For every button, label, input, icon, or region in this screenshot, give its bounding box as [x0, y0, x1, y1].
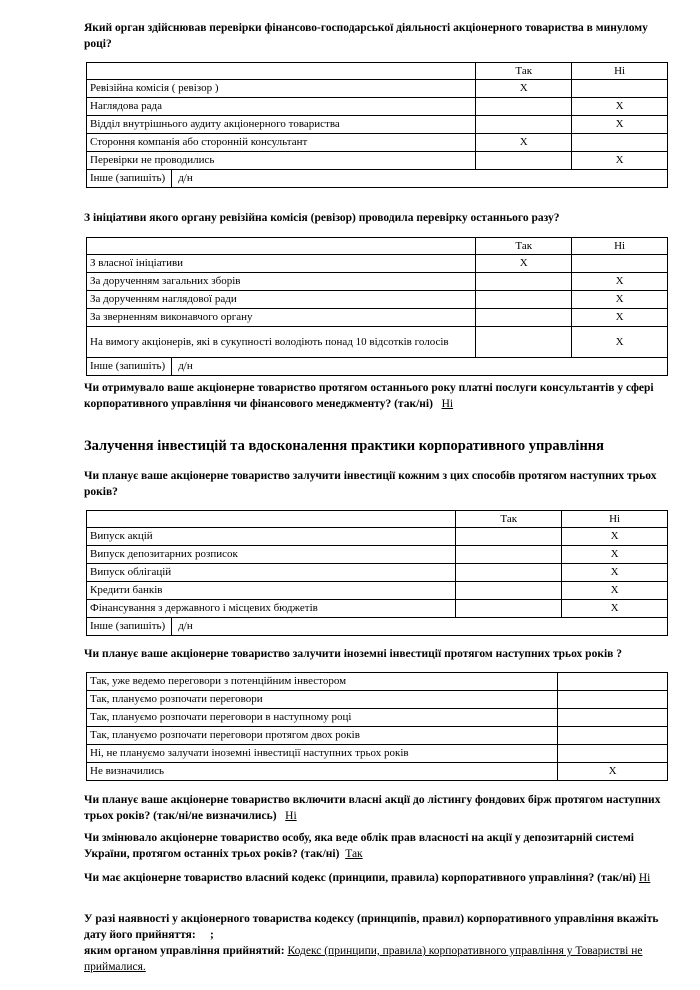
other-value[interactable]: д/н — [178, 360, 193, 372]
table-row: Ревізійна комісія ( ревізор ) X — [87, 80, 668, 98]
table-row: Ні, не плануємо залучати іноземні інвестиції наступних трьох років — [87, 745, 668, 763]
question-foreign-investment: Чи планує ваше акціонерне товариство залучити іноземні інвестиції протягом наступних трьох років ? — [84, 648, 622, 660]
table-row-other — [87, 618, 668, 636]
other-label: Інше (запишіть) — [87, 618, 172, 635]
table-row: З власної ініціативи X — [87, 255, 668, 273]
other-label: Інше (запишіть) — [87, 170, 172, 187]
table-row: За зверненням виконавчого органу X — [87, 309, 668, 327]
table-row: Відділ внутрішнього аудиту акціонерного товариства X — [87, 116, 668, 134]
table-row: Так, плануємо розпочати переговори — [87, 691, 668, 709]
table-row: Так, плануємо розпочати переговори протягом двох років — [87, 727, 668, 745]
header-yes: Так — [476, 238, 572, 255]
table-row: На вимогу акціонерів, які в сукупності володіють понад 10 відсотків голосів X — [87, 327, 668, 358]
table-foreign-investment — [86, 672, 668, 781]
header-yes: Так — [476, 63, 572, 80]
answer-consultants[interactable]: Ні — [441, 398, 454, 410]
table-investment-methods — [86, 510, 668, 636]
table-header-row — [87, 511, 668, 528]
table-row: За дорученням наглядової ради X — [87, 291, 668, 309]
table-auditing-body — [86, 62, 668, 188]
table-row: Не визначились X — [87, 763, 668, 781]
table-row: Так, плануємо розпочати переговори в наступному році — [87, 709, 668, 727]
table-row: Випуск депозитарних розписок X — [87, 546, 668, 564]
header-no: Ні — [572, 238, 668, 255]
table-row: Перевірки не проводились X — [87, 152, 668, 170]
table-row: Кредити банків X — [87, 582, 668, 600]
table-row: Фінансування з державного і місцевих бюджетів X — [87, 600, 668, 618]
table-row: Випуск облігацій X — [87, 564, 668, 582]
table-row-other — [87, 170, 668, 188]
question-governance-code: Чи має акціонерне товариство власний кодекс (принципи, правила) корпоративного управління? (так/ні) Ні — [84, 872, 651, 884]
header-no: Ні — [572, 63, 668, 80]
table-row: Стороння компанія або сторонній консультант X — [87, 134, 668, 152]
answer-listing[interactable]: Ні — [285, 810, 297, 822]
question-investment-methods: Чи планує ваше акціонерне товариство залучити інвестиції кожним з цих способів протягом наступних трьох років? — [84, 470, 657, 498]
question-code-adoption: У разі наявності у акціонерного товариства кодексу (принципів, правил) корпоративного управління вкажіть дату його прийняття: ; яким органом управління прийнятий: Кодекс (принципи, правила) корпоративного управління у Товаристві не приймалися. — [84, 913, 659, 973]
table-audit-initiative — [86, 237, 668, 376]
other-value[interactable]: д/н — [178, 620, 193, 632]
table-row-other — [87, 358, 668, 376]
answer-governance-code[interactable]: Ні — [638, 872, 651, 884]
table-row: Наглядова рада X — [87, 98, 668, 116]
question-auditing-body: Який орган здійснював перевірки фінансово-господарської діяльності акціонерного товариства в минулому році? — [84, 22, 648, 50]
table-row: За дорученням загальних зборів X — [87, 273, 668, 291]
table-header-row — [87, 238, 668, 255]
question-consultants: Чи отримувало ваше акціонерне товариство протягом останнього року платні послуги консультантів у сфері корпоративного управління чи фінансового менеджменту? (так/ні) Ні — [84, 382, 654, 410]
header-yes: Так — [456, 511, 562, 528]
section-heading: Залучення інвестицій та вдосконалення практики корпоративного управління — [84, 438, 605, 454]
question-registrar-change: Чи змінювало акціонерне товариство особу, яка веде облік прав власності на акції у депозитарній системі України, протягом останніх трьох років? (так/ні) Так — [84, 832, 634, 860]
answer-registrar-change[interactable]: Так — [345, 848, 363, 860]
question-audit-initiative: З ініціативи якого органу ревізійна комісія (ревізор) проводила перевірку останнього разу? — [84, 212, 560, 224]
table-header-row — [87, 63, 668, 80]
header-no: Ні — [562, 511, 668, 528]
table-row: Так, уже ведемо переговори з потенційним інвестором — [87, 673, 668, 691]
answer-code-adoption-body[interactable]: Кодекс (принципи, правила) корпоративного управління у Товаристві не приймалися. — [84, 945, 643, 973]
question-listing: Чи планує ваше акціонерне товариство включити власні акції до лістингу фондових бірж протягом наступних трьох років? (так/ні/не визначились) Ні — [84, 794, 661, 822]
other-label: Інше (запишіть) — [87, 358, 172, 375]
table-row: Випуск акцій X — [87, 528, 668, 546]
other-value[interactable]: д/н — [178, 172, 193, 184]
